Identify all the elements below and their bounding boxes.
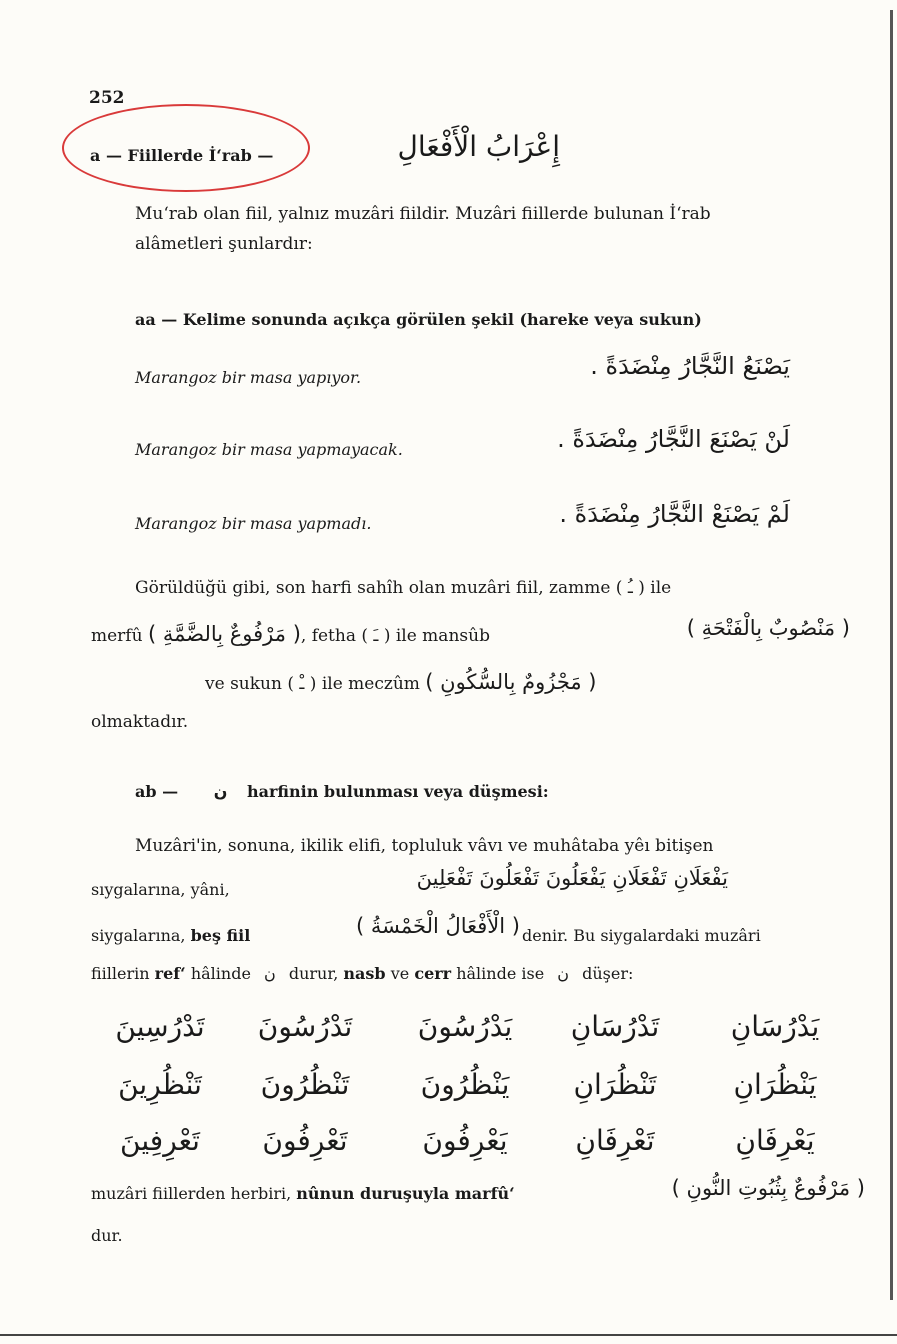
explanation-line-1-text-a: Görüldüğü gibi, son harfi sahîh olan muzâri fiil, zamme ( [135, 578, 623, 598]
conj-r2-c1: يَنْظُرَانِ [733, 1068, 817, 1101]
closing-arabic: ( مَرْفُوعٌ بِثُبُوتِ النُّونِ ) [671, 1176, 865, 1200]
cerr-word: cerr [414, 964, 452, 983]
halinde-ise-word: hâlinde ise [456, 964, 545, 983]
conj-r2-c4: تَنْظُرُونَ [260, 1068, 350, 1101]
explanation-line-4: olmaktadır. [91, 712, 189, 732]
page-number: 252 [89, 88, 125, 108]
page-bottom-edge [0, 1334, 897, 1336]
explanation-line-3 [205, 670, 597, 694]
explanation-line-2 [91, 622, 490, 646]
sukun-symbol: ـْ [299, 674, 305, 694]
conj-r1-c5: تَدْرُسِينَ [115, 1010, 205, 1043]
zamme-symbol: ـُ [627, 578, 633, 598]
halinde-word: hâlinde [190, 964, 251, 983]
nun-letter-2: ن [264, 964, 276, 983]
ab-para-line-2-arabic: يَفْعَلَانِ تَفْعَلَانِ يَفْعَلُونَ تَفْعَلُونَ تَفْعَلِينَ [416, 866, 728, 890]
nun-letter-3: ن [557, 964, 570, 983]
page-edge [890, 10, 893, 1300]
conj-r1-c1: يَدْرُسَانِ [730, 1010, 820, 1043]
explanation-line-1 [135, 578, 671, 598]
explanation-line-1-text-b: ) ile [638, 578, 672, 598]
conj-r3-c5: تَعْرِفِينَ [120, 1124, 200, 1157]
fetha-symbol: ـَ [373, 626, 379, 646]
closing-text-a: muzâri fiillerden herbiri, [91, 1184, 292, 1203]
section-aa-title: aa — Kelime sonunda açıkça görülen şekil (hareke veya sukun) [135, 310, 702, 329]
intro-line-2: alâmetleri şunlardır: [135, 234, 313, 254]
conj-r3-c1: يَعْرِفَانِ [735, 1124, 815, 1157]
ref-word: ref‘ [154, 964, 186, 983]
ab-para-line-3-arabic: ( الْأَفْعَالُ الْخَمْسَةُ ) [356, 914, 520, 938]
example-1-turkish: Marangoz bir masa yapıyor. [135, 368, 362, 387]
mansub-arabic: ( مَنْصُوبٌ بِالْفَتْحَةِ ) [686, 616, 850, 640]
example-2-arabic: لَنْ يَصْنَعَ النَّجَّارُ مِنْضَدَةً . [557, 425, 790, 453]
mansub-text: ) ile mansûb [383, 626, 490, 646]
duser-word: düşer: [582, 964, 634, 983]
closing-text-b: nûnun duruşuyla marfû‘ [296, 1184, 515, 1203]
conj-r2-c2: تَنْظُرَانِ [573, 1068, 657, 1101]
section-ab-rest: harfinin bulunması veya düşmesi: [246, 782, 549, 801]
example-3-arabic: لَمْ يَصْنَعْ النَّجَّارُ مِنْضَدَةً . [559, 500, 790, 528]
ab-para-line-3 [91, 926, 250, 945]
closing-line-2: dur. [91, 1226, 123, 1245]
conj-r3-c4: تَعْرِفُونَ [262, 1124, 348, 1157]
conj-r2-c5: تَنْظُرِينَ [118, 1068, 202, 1101]
section-ab-prefix: ab — [135, 782, 179, 801]
sukun-text: ve sukun ( [205, 674, 294, 694]
example-2-turkish: Marangoz bir masa yapmayacak. [135, 440, 403, 459]
example-1-arabic: يَصْنَعُ النَّجَّارُ مِنْضَدَةً . [590, 352, 790, 380]
conj-r1-c4: تَدْرُسُونَ [257, 1010, 353, 1043]
heading-label: a — Fiillerde İ‘rab — [90, 146, 274, 165]
meczum-arabic: ( مَجْزُومٌ بِالسُّكُونِ ) [425, 670, 597, 694]
fiillerin-word: fiillerin [91, 964, 150, 983]
durur-word: durur, [288, 964, 339, 983]
closing-line-1 [91, 1184, 515, 1203]
section-ab-title [135, 782, 549, 801]
ab-para-line-2-text: sıygalarına, yâni, [91, 880, 230, 899]
heading-arabic: إِعْرَابُ الْأَفْعَالِ [397, 130, 560, 163]
ab-para-line-1: Muzâri'in, sonuna, ikilik elifi, topluluk vâvı ve muhâtaba yêı bitişen [135, 836, 714, 856]
nun-letter: ن [213, 782, 228, 801]
meczum-text: ) ile meczûm [309, 674, 420, 694]
intro-line-1: Mu‘rab olan fiil, yalnız muzâri fiildir. Muzâri fiillerde bulunan İ‘rab [135, 204, 711, 224]
conj-r3-c3: يَعْرِفُونَ [422, 1124, 508, 1157]
merfu-arabic: ( مَرْفُوعٌ بِالضَّمَّةِ ) [147, 622, 301, 646]
conj-r3-c2: تَعْرِفَانِ [575, 1124, 655, 1157]
merfu-word: merfû [91, 626, 143, 646]
nasb-word: nasb [343, 964, 386, 983]
fetha-text: , fetha ( [300, 626, 369, 646]
ab-para-line-3-rest: denir. Bu siygalardaki muzâri [522, 926, 761, 945]
conj-r1-c3: يَدْرُسُونَ [417, 1010, 513, 1043]
conj-r1-c2: تَدْرُسَانِ [570, 1010, 660, 1043]
ve-word: ve [390, 964, 410, 983]
ab-para-line-4 [91, 964, 633, 983]
conj-r2-c3: يَنْظُرُونَ [420, 1068, 510, 1101]
siygalarina-word: siygalarına, [91, 926, 186, 945]
bes-fiil-word: beş fiil [190, 926, 251, 945]
example-3-turkish: Marangoz bir masa yapmadı. [135, 514, 372, 533]
